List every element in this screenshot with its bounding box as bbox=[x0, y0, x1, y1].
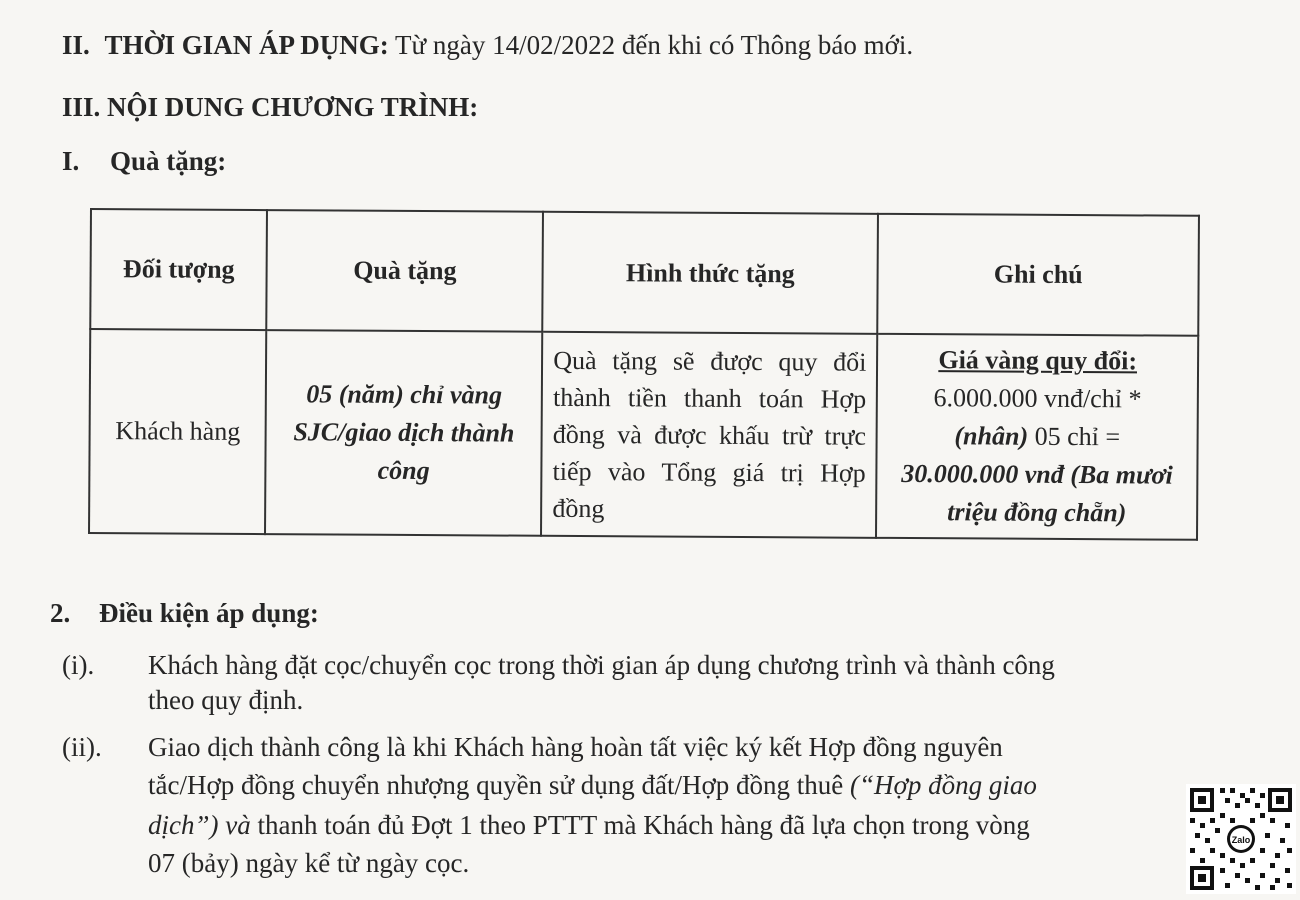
item-2-number: 2. bbox=[50, 598, 71, 628]
clause-ii-line2-italic: (“Hợp đồng giao bbox=[843, 770, 1037, 800]
note-total: 30.000.000 vnđ (Ba mươi triệu đồng chẵn) bbox=[901, 458, 1173, 528]
clause-ii-line3-text: thanh toán đủ Đợt 1 theo PTTT mà Khách hàng đã lựa chọn trong vòng bbox=[250, 810, 1030, 840]
clause-ii-line4: 07 (bảy) ngày kể từ ngày cọc. bbox=[148, 848, 470, 878]
note-times: (nhân) bbox=[954, 421, 1029, 451]
qr-logo-label: Zalo bbox=[1231, 835, 1251, 845]
note-line1: 6.000.000 vnđ/chỉ * bbox=[933, 383, 1142, 414]
clause-ii-line2-text: tắc/Hợp đồng chuyển nhượng quyền sử dụng đất/Hợp đồng thuê bbox=[148, 770, 844, 800]
section-ii-text: Từ ngày 14/02/2022 đến khi có Thông báo mới. bbox=[395, 30, 914, 60]
note-title: Giá vàng quy đổi: bbox=[938, 345, 1138, 376]
section-iii-heading: III. NỘI DUNG CHƯƠNG TRÌNH: bbox=[62, 92, 479, 122]
item-1-heading: Quà tặng: bbox=[110, 146, 227, 176]
table-row bbox=[89, 329, 1198, 540]
clause-ii-line3-italic: dịch”) và bbox=[148, 810, 251, 840]
header-target: Đối tượng bbox=[90, 209, 267, 330]
clause-ii-line3 bbox=[148, 810, 1030, 841]
clause-i-label: (i). bbox=[62, 650, 95, 680]
section-ii-heading: THỜI GIAN ÁP DỤNG: bbox=[104, 30, 389, 60]
item-2-heading: Điều kiện áp dụng: bbox=[99, 598, 319, 628]
clause-i-line2: theo quy định. bbox=[148, 685, 304, 715]
gift-table bbox=[88, 208, 1200, 541]
section-ii bbox=[62, 30, 913, 61]
note-qty: 05 chỉ = bbox=[1028, 421, 1121, 452]
header-gift: Quà tặng bbox=[267, 210, 544, 332]
cell-note bbox=[876, 334, 1198, 540]
clause-ii-label: (ii). bbox=[62, 732, 102, 762]
table-header-row bbox=[90, 209, 1199, 336]
clause-ii-line2 bbox=[148, 770, 1037, 801]
qr-graphic bbox=[1186, 784, 1296, 894]
header-method: Hình thức tặng bbox=[542, 212, 878, 334]
item-2 bbox=[50, 598, 319, 629]
clause-ii-line1: Giao dịch thành công là khi Khách hàng hoàn tất việc ký kết Hợp đồng nguyên bbox=[148, 732, 1003, 762]
header-note: Ghi chú bbox=[878, 214, 1199, 336]
clause-i-line1: Khách hàng đặt cọc/chuyển cọc trong thời gian áp dụng chương trình và thành công bbox=[148, 650, 1055, 680]
cell-target: Khách hàng bbox=[89, 329, 267, 534]
item-1-number: I. bbox=[62, 146, 80, 176]
zalo-qr-code-icon bbox=[1186, 784, 1296, 894]
section-ii-number: II. bbox=[62, 30, 90, 60]
cell-gift: 05 (năm) chỉ vàng SJC/giao dịch thành công bbox=[265, 330, 542, 536]
item-1 bbox=[62, 146, 226, 177]
cell-method: Quà tặng sẽ được quy đổi thành tiền thanh toán Hợp đồng và được khấu trừ trực tiếp vào Tổng giá trị Hợp đồng bbox=[541, 332, 877, 538]
